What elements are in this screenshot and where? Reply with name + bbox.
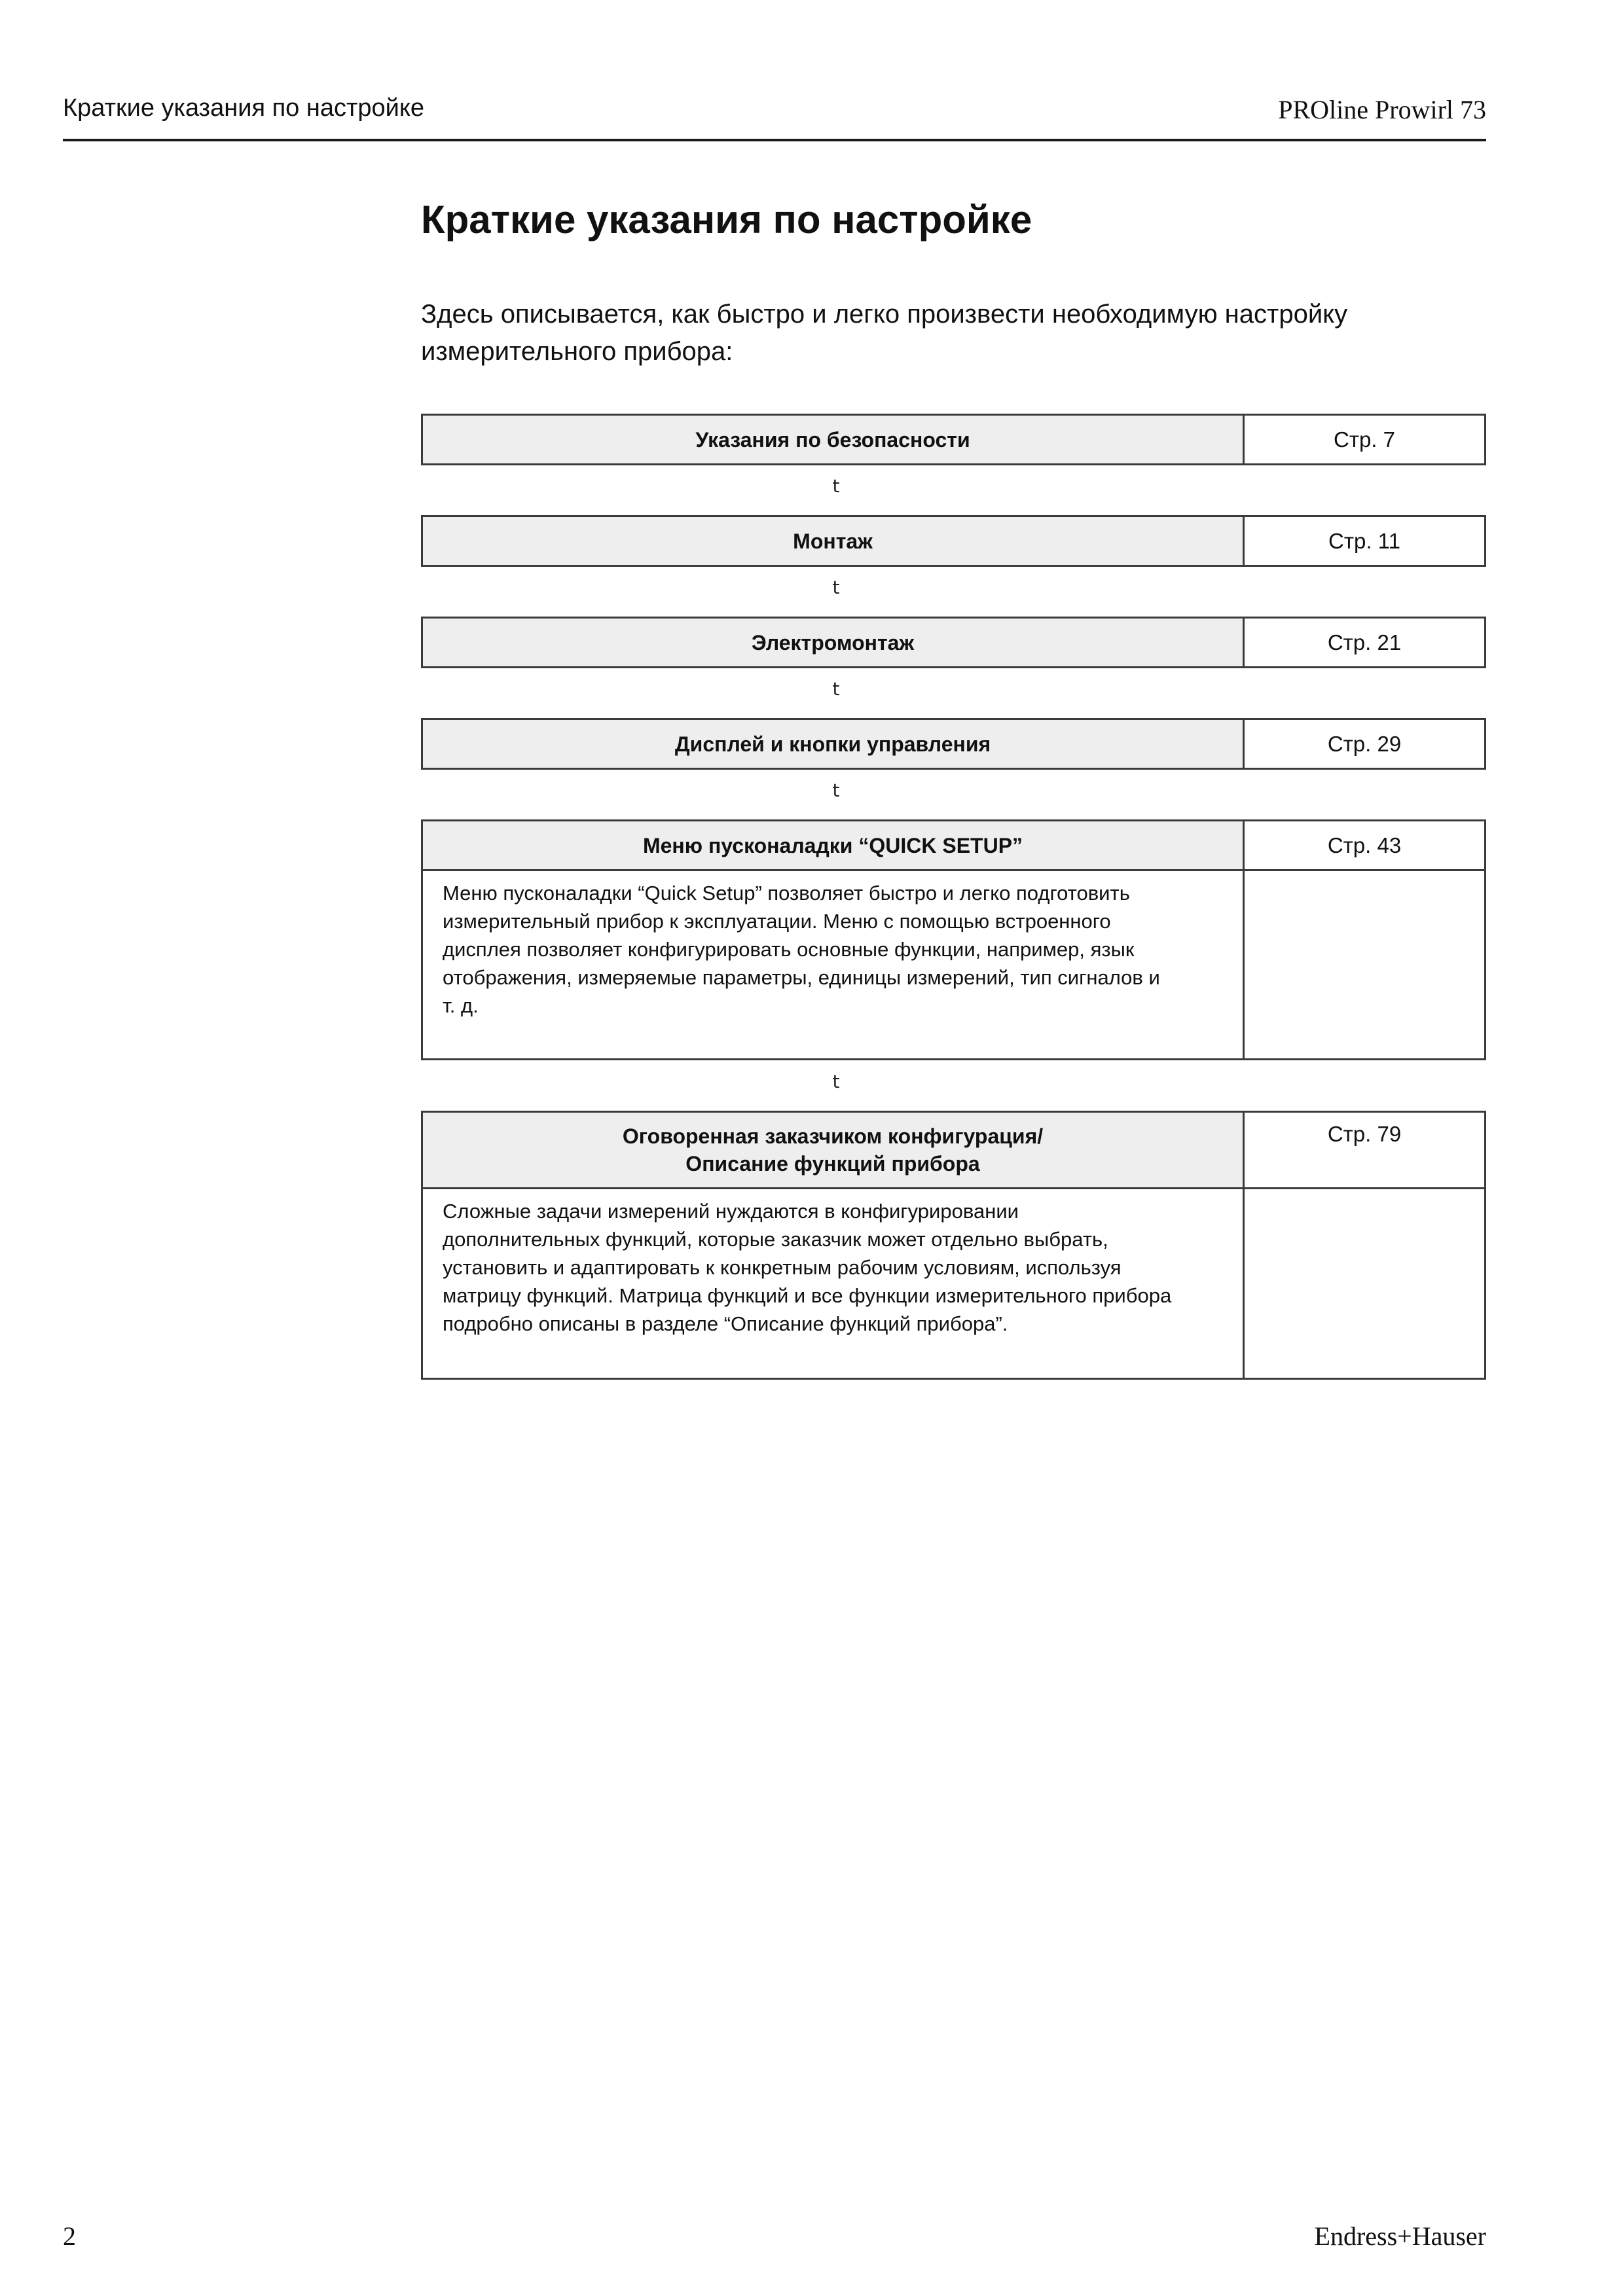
intro-paragraph [421, 296, 1488, 370]
running-title: Краткие указания по настройке [63, 94, 425, 122]
step-page-ref: Стр. 7 [1334, 427, 1395, 452]
step-page-ref: Стр. 79 [1327, 1122, 1402, 1146]
flow-arrow-icon: t [832, 475, 840, 497]
step-title-line: Монтаж [793, 529, 873, 553]
step-installation [421, 515, 1486, 567]
description-line: Меню пусконаладки “Quick Setup” позволяет быстро и легко подготовить [443, 882, 1130, 905]
description-line: отображения, измеряемые параметры, единицы измерений, тип сигналов и [443, 966, 1160, 989]
step-title [423, 416, 1245, 463]
step-title-line: Описание функций прибора [685, 1152, 980, 1175]
step-title-line: Дисплей и кнопки управления [674, 732, 991, 756]
flow-arrow-icon: t [832, 1071, 840, 1092]
step-page-ref: Стр. 29 [1327, 731, 1402, 756]
step-wiring [421, 617, 1486, 668]
step-title-line: Меню пусконаладки “QUICK SETUP” [642, 833, 1023, 857]
description-line: Сложные задачи измерений нуждаются в конфигурировании [443, 1200, 1019, 1223]
page-number: 2 [63, 2221, 76, 2251]
running-header [63, 92, 1486, 141]
empty-cell [1245, 871, 1484, 1058]
step-title-line: Оговоренная заказчиком конфигурация/ [622, 1124, 1044, 1148]
description-line: измерительный прибор к эксплуатации. Меню с помощью встроенного [443, 910, 1111, 933]
step-quick-setup [421, 819, 1486, 871]
brand-name: Endress+Hauser [1314, 2221, 1486, 2251]
step-title [423, 1113, 1245, 1187]
step-description [423, 1189, 1245, 1378]
step-title [423, 619, 1245, 666]
step-page-ref: Стр. 21 [1327, 630, 1402, 655]
step-title [423, 821, 1245, 869]
step-page-ref: Стр. 11 [1328, 528, 1400, 553]
step-title [423, 517, 1245, 565]
description-line: дисплея позволяет конфигурировать основные функции, например, язык [443, 938, 1135, 961]
flow-arrow-icon: t [832, 780, 840, 801]
intro-line: Здесь описывается, как быстро и легко произвести необходимую настройку [421, 300, 1348, 329]
description-line: матрицу функций. Матрица функций и все функции измерительного прибора [443, 1284, 1172, 1307]
flow-arrow-icon: t [832, 678, 840, 700]
step-title [423, 720, 1245, 768]
step-page-ref: Стр. 43 [1327, 833, 1402, 857]
description-line: подробно описаны в разделе “Описание функций прибора”. [443, 1312, 1008, 1335]
description-line: установить и адаптировать к конкретным рабочим условиям, используя [443, 1256, 1122, 1279]
step-safety [421, 414, 1486, 465]
intro-line: измерительного прибора: [421, 337, 733, 366]
product-name: PROline Prowirl 73 [1278, 95, 1486, 124]
step-display [421, 718, 1486, 770]
empty-cell [1245, 1189, 1484, 1378]
step-function-description-text [421, 1189, 1486, 1380]
step-description [423, 871, 1245, 1058]
step-quick-setup-description [421, 871, 1486, 1060]
step-title-line: Электромонтаж [751, 630, 915, 655]
step-function-description [421, 1111, 1486, 1189]
flow-arrow-icon: t [832, 577, 840, 598]
description-line: дополнительных функций, которые заказчик может отдельно выбрать, [443, 1228, 1108, 1251]
page-title: Краткие указания по настройке [421, 198, 1032, 242]
step-title-line: Указания по безопасности [695, 427, 970, 452]
description-line: т. д. [443, 994, 479, 1017]
